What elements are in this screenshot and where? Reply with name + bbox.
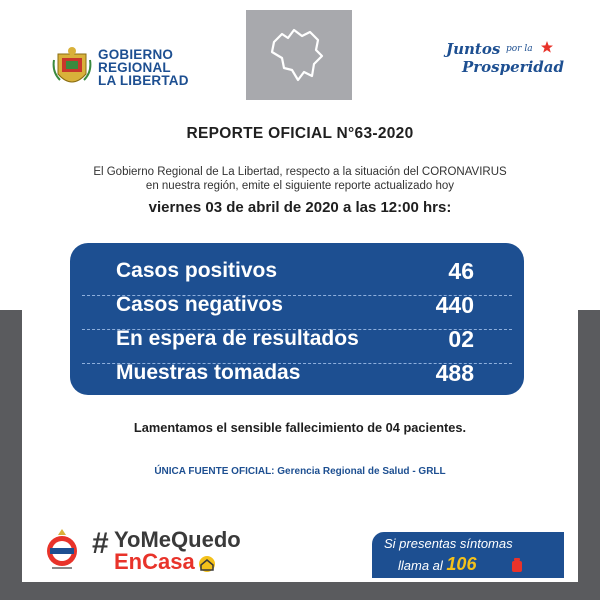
stat-label: En espera de resultados [116,327,359,350]
help-text: Si presentas síntomas [384,536,513,551]
regional-badge-icon [42,527,82,571]
hashtag-line-1: YoMeQuedo [114,527,241,552]
help-call-prefix: llama al [398,558,443,573]
help-phone-number: 106 [446,554,477,574]
stat-row-espera [70,323,524,357]
official-source: ÚNICA FUENTE OFICIAL: Gerencia Regional de Salud - GRLL [154,466,446,477]
stat-label: Casos positivos [116,259,278,282]
coat-of-arms-icon [52,46,92,92]
logo-text-line3: LA LIBERTAD [98,73,189,88]
logo-script-prosperidad: Prosperidad [462,58,564,76]
logo-script-porla: por la [506,44,533,54]
stat-row-muestras [70,357,524,391]
condolence-message: Lamentamos el sensible fallecimiento de 04 pacientes. [133,420,467,435]
hash-symbol: # [92,527,109,560]
region-map-icon [266,24,332,86]
star-icon [540,40,554,54]
logo-text-line2: REGIONAL [98,60,171,75]
stat-value: 46 [448,258,474,284]
stat-row-negativos [70,289,524,323]
house-icon [196,555,218,573]
help-call-line [398,554,476,575]
report-title: REPORTE OFICIAL N°63-2020 [186,125,414,142]
juntos-prosperidad-logo [444,40,564,90]
help-callout [372,532,564,578]
stat-label: Muestras tomadas [116,361,301,384]
stat-row-positivos [70,255,524,289]
logo-text-line1: GOBIERNO [98,47,174,62]
report-date: viernes 03 de abril de 2020 a las 12:00 hrs: [148,199,452,216]
intro-line-2: en nuestra región, emite el siguiente reporte actualizado hoy [145,179,455,192]
stat-label: Casos negativos [116,293,283,316]
stat-value: 02 [448,326,474,352]
report-intro [0,166,600,193]
logo-script-juntos: Juntos [446,40,501,58]
phone-icon [510,557,524,573]
stat-value: 488 [435,360,474,386]
stat-value: 440 [435,292,474,318]
stats-panel [70,243,524,395]
gobierno-regional-logo [52,46,192,94]
intro-line-1: El Gobierno Regional de La Libertad, respecto a la situación del CORONAVIRUS [93,166,507,178]
hashtag-line-2: EnCasa [114,549,195,574]
hashtag-yomequedoencasa [92,527,262,575]
